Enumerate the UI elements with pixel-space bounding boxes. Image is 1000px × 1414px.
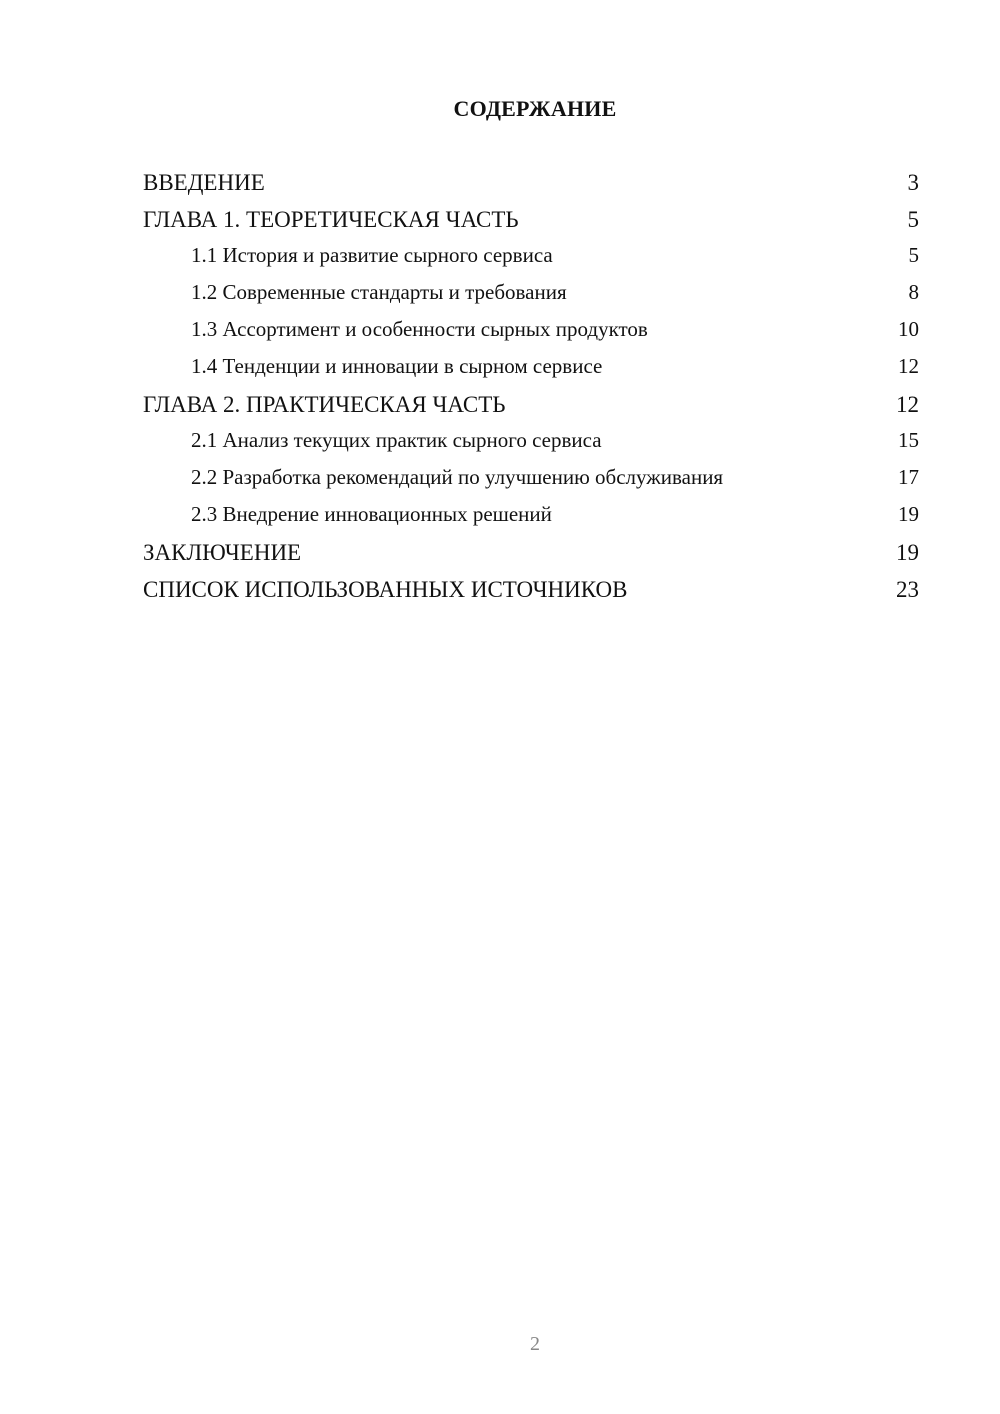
toc-entry-page: 19 xyxy=(896,540,919,565)
toc-entry-text: ГЛАВА 1. ТЕОРЕТИЧЕСКАЯ ЧАСТЬ xyxy=(143,207,519,232)
toc-entry-text: 2.1 Анализ текущих практик сырного сервиса xyxy=(191,428,602,452)
toc-entry-page: 3 xyxy=(907,170,919,195)
toc-entry-page: 5 xyxy=(907,207,919,232)
toc-entry-section-1-1[interactable] xyxy=(143,242,919,268)
toc-entry-text: ВВЕДЕНИЕ xyxy=(143,170,265,195)
toc-entry-introduction[interactable] xyxy=(143,168,919,197)
toc-entry-page: 23 xyxy=(896,577,919,602)
toc-entry-text: 1.3 Ассортимент и особенности сырных продуктов xyxy=(191,317,648,341)
toc-entry-chapter-2[interactable] xyxy=(143,390,919,419)
table-of-contents xyxy=(143,168,919,612)
toc-entry-text: ГЛАВА 2. ПРАКТИЧЕСКАЯ ЧАСТЬ xyxy=(143,392,506,417)
toc-entry-section-1-3[interactable] xyxy=(143,316,919,342)
toc-entry-chapter-1[interactable] xyxy=(143,205,919,234)
toc-entry-references[interactable] xyxy=(143,575,919,604)
toc-entry-text: 1.1 История и развитие сырного сервиса xyxy=(191,243,553,267)
toc-entry-section-2-1[interactable] xyxy=(143,427,919,453)
page-number: 2 xyxy=(530,1333,540,1355)
toc-entry-section-2-2[interactable] xyxy=(143,464,919,490)
toc-entry-page: 19 xyxy=(898,502,919,526)
toc-entry-page: 15 xyxy=(898,428,919,452)
page-title: СОДЕРЖАНИЕ xyxy=(453,96,617,121)
toc-entry-page: 17 xyxy=(898,465,919,489)
toc-entry-page: 12 xyxy=(898,354,919,378)
toc-entry-section-1-4[interactable] xyxy=(143,353,919,379)
toc-entry-text: 2.3 Внедрение инновационных решений xyxy=(191,502,552,526)
toc-entry-page: 5 xyxy=(908,243,919,267)
toc-entry-section-1-2[interactable] xyxy=(143,279,919,305)
toc-entry-conclusion[interactable] xyxy=(143,538,919,567)
toc-entry-text: СПИСОК ИСПОЛЬЗОВАННЫХ ИСТОЧНИКОВ xyxy=(143,577,628,602)
toc-entry-text: 1.4 Тенденции и инновации в сырном сервисе xyxy=(191,354,603,378)
toc-entry-text: ЗАКЛЮЧЕНИЕ xyxy=(143,540,302,565)
toc-entry-text: 2.2 Разработка рекомендаций по улучшению обслуживания xyxy=(191,465,724,489)
toc-entry-section-2-3[interactable] xyxy=(143,501,919,527)
toc-entry-page: 8 xyxy=(908,280,919,304)
toc-entry-text: 1.2 Современные стандарты и требования xyxy=(191,280,567,304)
toc-entry-page: 12 xyxy=(896,392,919,417)
toc-entry-page: 10 xyxy=(898,317,919,341)
